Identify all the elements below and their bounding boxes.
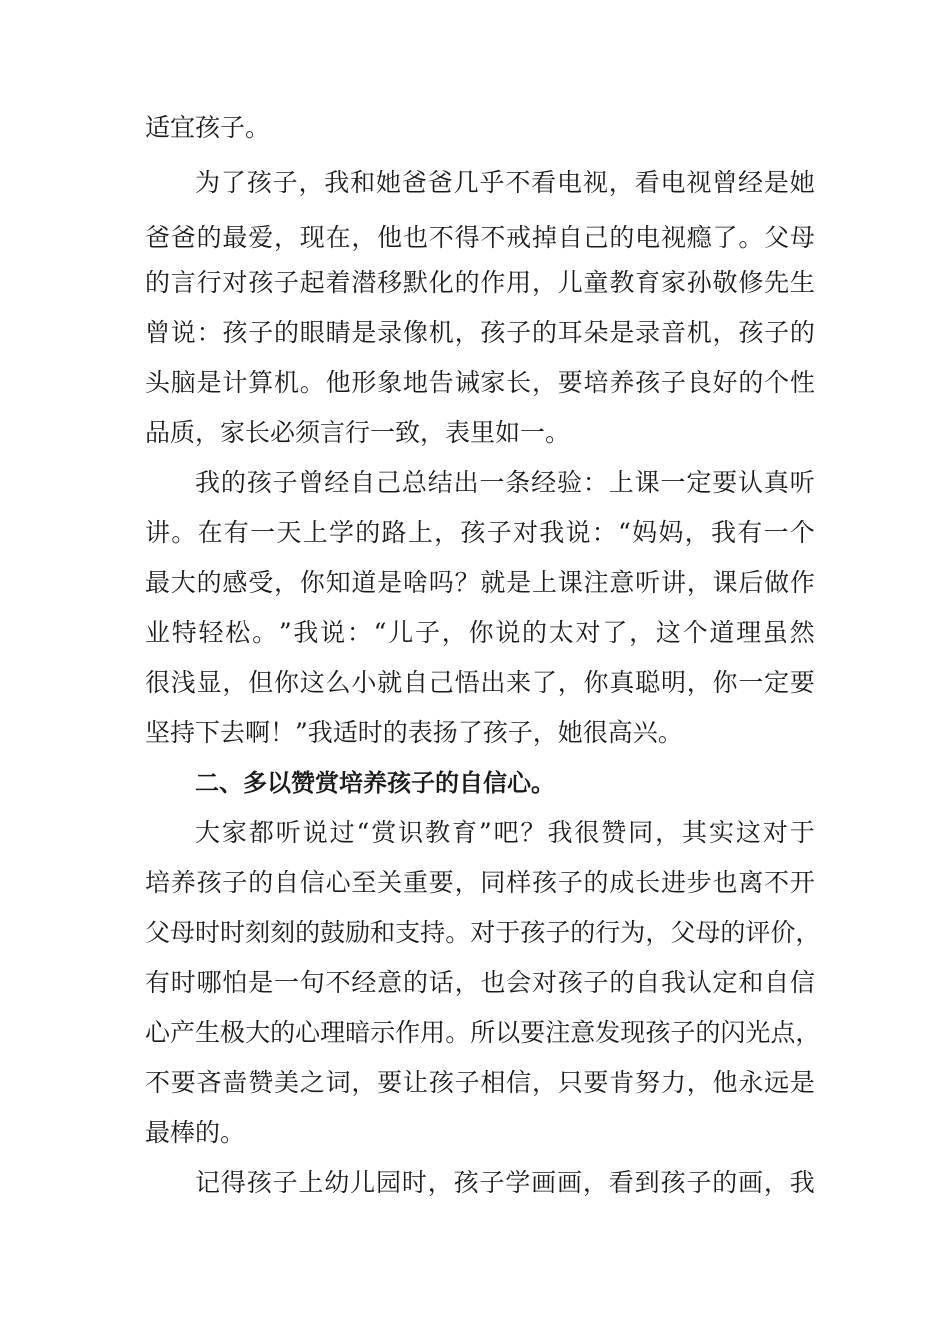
- section-heading: 二、多以赞赏培养孩子的自信心。: [195, 769, 555, 797]
- text-line: 讲 。 在 有 一 天 上 学 的 路 上 ， 孩 子 对 我 说 ： “ 妈 妈 ， 我 有 一 个: [145, 518, 815, 547]
- paragraph-first-line: 记 得 孩 子 上 幼 儿 园 时 ， 孩 子 学 画 画 ， 看 到 孩 子 的 画 ， 我: [195, 1168, 815, 1197]
- paragraph-first-line: 大 家 都 听 说 过 “ 赏 识 教 育 ” 吧 ？ 我 很 赞 同 ， 其 实 这 对 于: [195, 818, 815, 847]
- paragraph-first-line: 为 了 孩 子 ， 我 和 她 爸 爸 几 乎 不 看 电 视 ， 看 电 视 曾 经 是 她: [195, 168, 815, 197]
- text-line: 业 特 轻 松 。 ” 我 说 ： “ 儿 子 ， 你 说 的 太 对 了 ， 这 个 道 理 虽 然: [145, 618, 815, 647]
- text-line: 头 脑 是 计 算 机 。 他 形 象 地 告 诫 家 长 ， 要 培 养 孩 子 良 好 的 个 性: [145, 368, 815, 397]
- text-line: 坚持下去啊！”我适时的表扬了孩子，她很高兴。: [145, 718, 683, 747]
- text-line: 培 养 孩 子 的 自 信 心 至 关 重 要 ， 同 样 孩 子 的 成 长 进 步 也 离 不 开: [145, 868, 815, 897]
- text-line: 很 浅 显 ， 但 你 这 么 小 就 自 己 悟 出 来 了 ， 你 真 聪 明 ， 你 一 定 要: [145, 668, 815, 697]
- text-line: 父 母 时 时 刻 刻 的 鼓 励 和 支 持 。 对 于 孩 子 的 行 为 ， 父 母 的 评 价 ，: [145, 918, 821, 947]
- text-line: 最棒的。: [145, 1118, 246, 1147]
- text-line: 有 时 哪 怕 是 一 句 不 经 意 的 话 ， 也 会 对 孩 子 的 自 我 认 定 和 自 信: [145, 968, 815, 997]
- text-line: 爸 爸 的 最 爱 ， 现 在 ， 他 也 不 得 不 戒 掉 自 己 的 电 视 瘾 了 。 父 母: [145, 223, 815, 252]
- text-line: 适宜孩子。: [145, 113, 271, 142]
- text-line: 的 言 行 对 孩 子 起 着 潜 移 默 化 的 作 用 ， 儿 童 教 育 家 孙 敬 修 先 生: [145, 268, 815, 297]
- text-line: 曾 说 ： 孩 子 的 眼 睛 是 录 像 机 ， 孩 子 的 耳 朵 是 录 音 机 ， 孩 子 的: [145, 318, 815, 347]
- text-line: 不 要 吝 啬 赞 美 之 词 ， 要 让 孩 子 相 信 ， 只 要 肯 努 力 ， 他 永 远 是: [145, 1068, 815, 1097]
- paragraph-first-line: 我 的 孩 子 曾 经 自 己 总 结 出 一 条 经 验 ： 上 课 一 定 要 认 真 听: [195, 468, 815, 497]
- text-line: 心 产 生 极 大 的 心 理 暗 示 作 用 。 所 以 要 注 意 发 现 孩 子 的 闪 光 点 ，: [145, 1018, 821, 1047]
- text-line: 最 大 的 感 受 ， 你 知 道 是 啥 吗 ？ 就 是 上 课 注 意 听 讲 ， 课 后 做 作: [145, 568, 815, 597]
- text-line: 品质，家长必须言行一致，表里如一。: [145, 418, 571, 447]
